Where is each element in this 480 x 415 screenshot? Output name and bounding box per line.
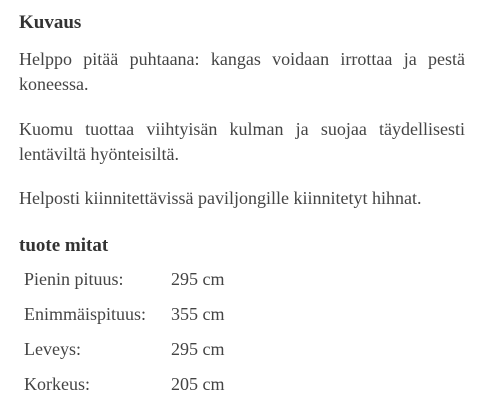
- dimensions-table: [19, 262, 225, 402]
- description-heading: Kuvaus: [19, 12, 82, 33]
- dimension-label: Leveys:: [24, 339, 81, 359]
- description-paragraph-washable: Helppo pitää puhtaana: kangas voidaan irrottaa ja pestä koneessa.: [19, 49, 465, 94]
- dimension-value: 295 cm: [171, 339, 225, 359]
- dimension-value: 355 cm: [171, 304, 225, 324]
- dimension-row-width: [19, 332, 225, 367]
- dimension-row-max-length: [19, 297, 225, 332]
- dimension-row-height: [19, 367, 225, 402]
- dimension-value: 295 cm: [171, 269, 225, 289]
- dimension-row-min-length: [19, 262, 225, 297]
- dimension-label: Enimmäispituus:: [24, 304, 147, 324]
- description-paragraph-canopy: Kuomu tuottaa viihtyisän kulman ja suojaa täydellisesti lentäviltä hyönteisiltä.: [19, 119, 465, 164]
- description-paragraph-straps: Helposti kiinnitettävissä paviljongille kiinnitetyt hihnat.: [19, 188, 422, 208]
- dimension-label: Korkeus:: [24, 374, 90, 394]
- dimension-value: 205 cm: [171, 374, 225, 394]
- dimension-label: Pienin pituus:: [24, 269, 124, 289]
- dimensions-heading: tuote mitat: [19, 235, 109, 256]
